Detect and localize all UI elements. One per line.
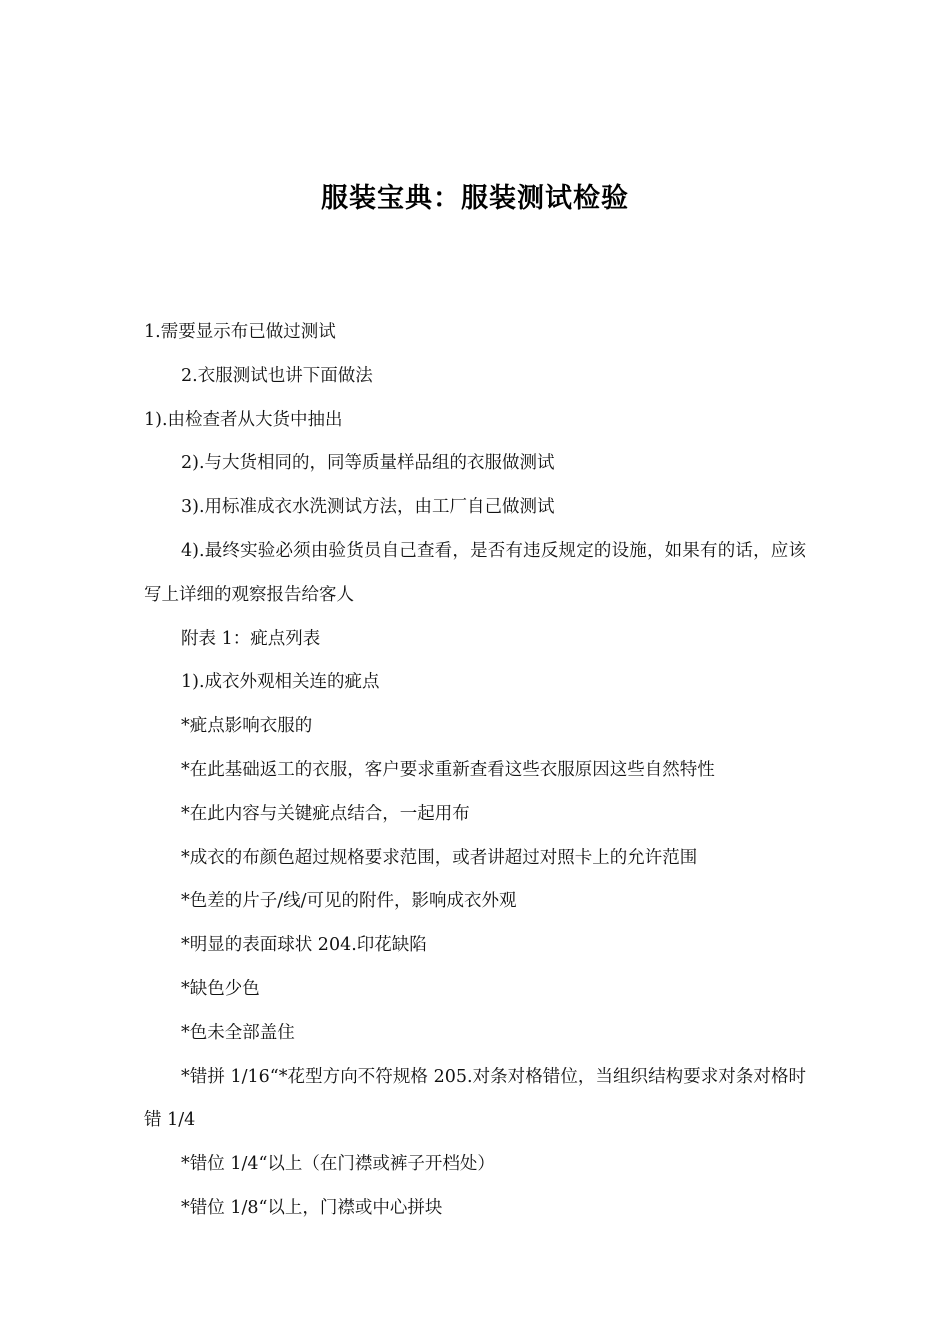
defect-list-item: *错位 1/4“以上（在门襟或裤子开档处）	[181, 1154, 495, 1175]
paragraph-requirement-2: 2.衣服测试也讲下面做法	[181, 365, 373, 386]
defect-list-item: *色未全部盖住	[181, 1022, 295, 1043]
defect-list-item: *在此基础返工的衣服，客户要求重新查看这些衣服原因这些自然特性	[181, 759, 715, 780]
defect-list-item: *成衣的布颜色超过规格要求范围，或者讲超过对照卡上的允许范围	[181, 847, 698, 868]
defect-list-item: *在此内容与关键疵点结合，一起用布	[181, 803, 470, 824]
defect-list-item: *错位 1/8“以上，门襟或中心拼块	[181, 1197, 443, 1218]
defect-list-item: *明显的表面球状 204.印花缺陷	[181, 935, 427, 956]
paragraph-step-1: 1).由检查者从大货中抽出	[144, 409, 343, 430]
paragraph-requirement-1: 1.需要显示布已做过测试	[144, 322, 336, 342]
paragraph-step-2: 2).与大货相同的，同等质量样品组的衣服做测试	[181, 453, 555, 474]
document-title: 服装宝典：服装测试检验	[321, 183, 629, 214]
appendix-heading: 附表 1：疵点列表	[181, 628, 321, 649]
defect-category-heading: 1).成衣外观相关连的疵点	[181, 672, 380, 693]
document-body	[144, 311, 806, 1231]
paragraph-step-3: 3).用标准成衣水洗测试方法，由工厂自己做测试	[181, 497, 555, 518]
paragraph-step-4: 4).最终实验必须由验货员自己查看，是否有违反规定的设施，如果有的话，应该写上详细的观察报告给客人	[144, 540, 806, 605]
defect-list-item: *疵点影响衣服的	[181, 716, 313, 737]
defect-list-item: *缺色少色	[181, 978, 260, 999]
defect-list-item: *色差的片子/线/可见的附件，影响成衣外观	[181, 891, 517, 912]
defect-list-item: *错拼 1/16“*花型方向不符规格 205.对条对格错位，当组织结构要求对条对格时错 1/4	[144, 1066, 806, 1131]
